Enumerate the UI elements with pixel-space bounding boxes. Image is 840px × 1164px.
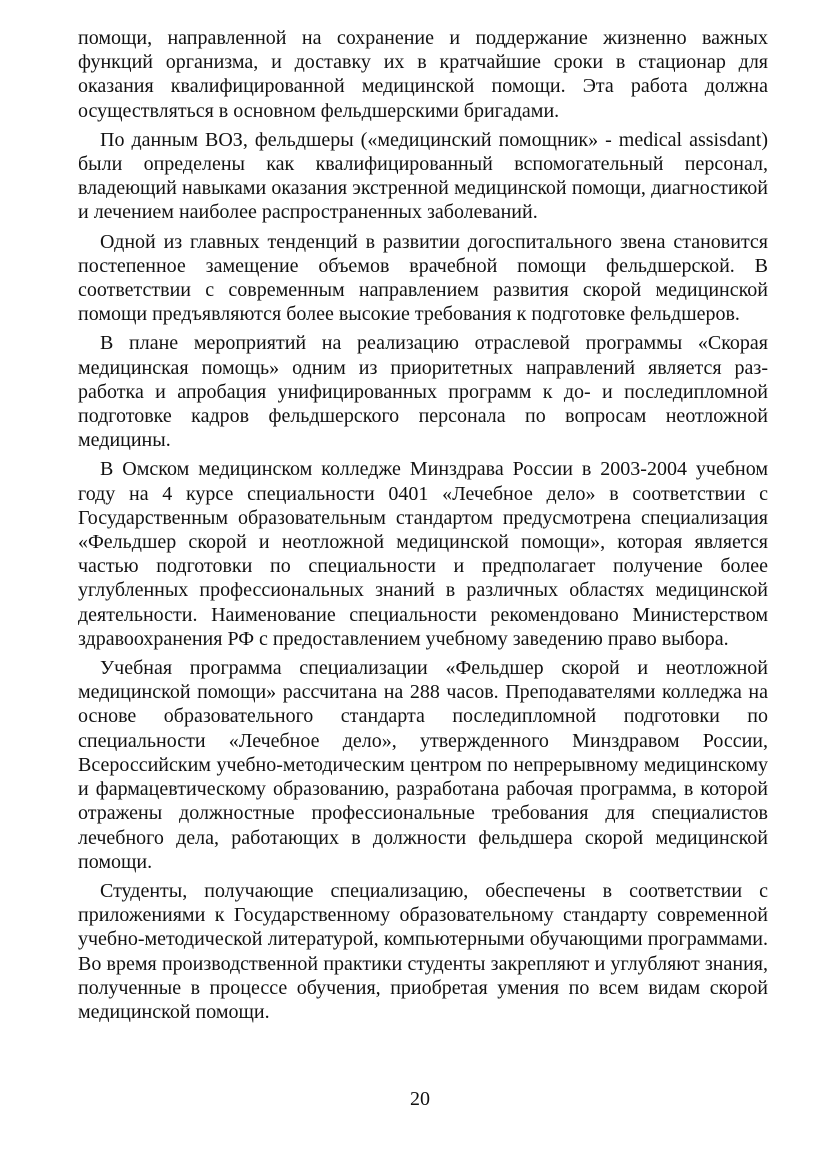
paragraph-5: В Омском медицинском колледже Минздрава России в 2003-2004 учебном году на 4 курсе специальности 0401 «Лечебное дело» в соответствии с Государственным образовательным стандартом предусмотрена специализация «Фельдшер скорой и неотложной медицинской помощи», которая является частью подготовки по специальности и предполагает получение более углубленных профессиональных знаний в различных областях медицинской деятельности. Наименование специальности рекомендовано Министерством здравоохранения РФ с предоставлением учебному заведению право выбора. bbox=[78, 458, 768, 650]
page-number: 20 bbox=[410, 1088, 430, 1110]
paragraph-2: По данным ВОЗ, фельдшеры («медицинский помощник» - medical assisdant) были определены как квалифицированный вспомогательный персонал, владеющий навыками оказания экстренной медицинской помощи, диагностикой и лечением наиболее распространенных заболеваний. bbox=[78, 128, 768, 224]
page-body bbox=[78, 26, 768, 1029]
paragraph-7: Студенты, получающие специализацию, обеспечены в соответствии с приложениями к Государственному образовательному стандарту современной учебно-методической литературой, компьютерными обучающими программами. Во время производственной практики студенты закрепляют и углубляют знания, полученные в процессе обучения, приобретая умения по всем видам скорой медицинской помощи. bbox=[78, 879, 768, 1023]
paragraph-6: Учебная программа специализации «Фельдшер скорой и неотложной медицинской помощи» рассчитана на 288 часов. Преподавателями колледжа на основе образовательного стандарта последипломной подготовки по специальности «Лечебное дело», утвержденного Минздравом России, Всероссийским учебно-методическим центром по непрерывному медицинскому и фармацевтическому образованию, разработана рабочая программа, в которой отражены должностные профессиональные требования для специалистов лечебного дела, работающих в должности фельдшера скорой медицинской помощи. bbox=[78, 657, 768, 873]
paragraph-1: помощи, направленной на сохранение и поддержание жизненно важных функций организма, и доставку их в кратчайшие сроки в стационар для оказания квалифицированной медицинской помощи. Эта работа должна осуществляться в основном фельдшерскими бригадами. bbox=[78, 27, 768, 122]
paragraph-3: Одной из главных тенденций в развитии догоспитального звена становится постепенное замещение объемов врачебной помощи фельдшерской. В соответствии с современным направлением развития скорой медицинской помощи предъявляются более высокие требования к подготовке фельдшеров. bbox=[78, 230, 768, 326]
paragraph-4: В плане мероприятий на реализацию отраслевой программы «Скорая медицинская помощь» одним из приоритетных направлений является разработка и апробация унифицированных программ к до- и последипломной подготовке кадров фельдшерского персонала по вопросам неотложной медицины. bbox=[78, 332, 768, 452]
